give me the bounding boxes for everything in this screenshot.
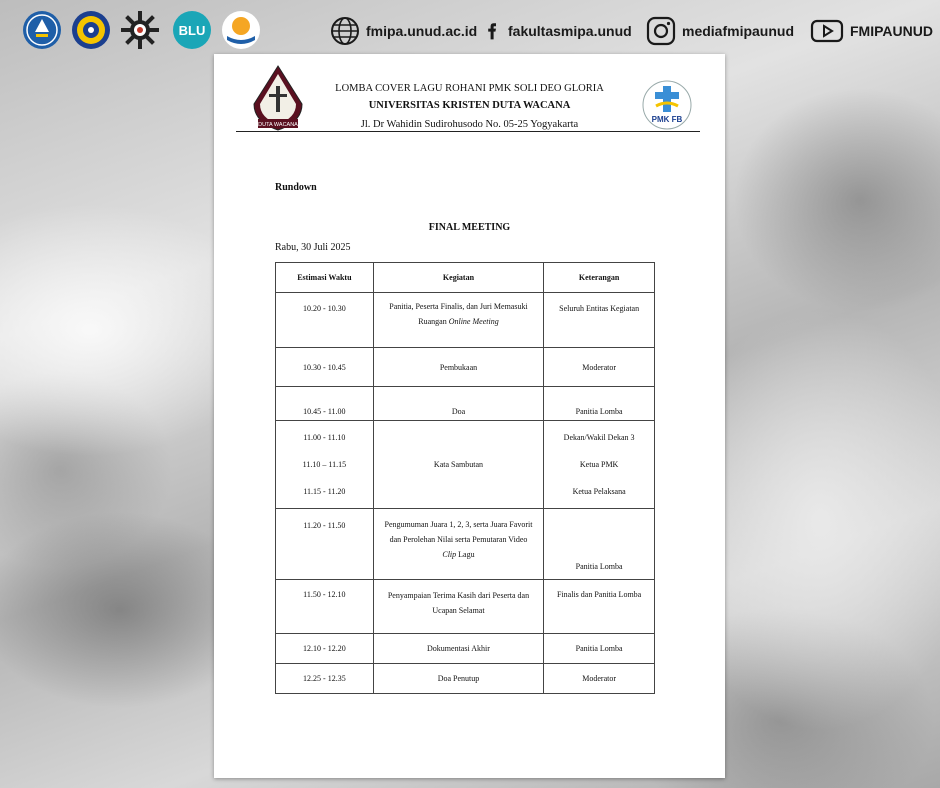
row-activity: Doa [373,387,544,421]
table-row [276,421,655,509]
letterhead-divider [236,131,700,132]
youtube-icon [810,16,844,46]
row-time: 10.20 - 10.30 [276,293,374,348]
row-note: Panitia Lomba [544,509,655,580]
facebook-link[interactable] [484,16,632,46]
row-activity [373,580,544,634]
youtube-text: FMIPAUNUD [850,23,933,39]
row-note: Ketua Pelaksana [572,487,626,496]
row-activity: Kata Sambutan [373,421,544,509]
row-note: Moderator [544,348,655,387]
duta-wacana-logo-caption: DUTA WACANA [258,122,298,128]
website-link[interactable] [330,16,477,46]
row-note-group [544,421,655,509]
table-row [276,293,655,348]
row-note: Finalis dan Panitia Lomba [544,580,655,634]
row-time: 11.50 - 12.10 [276,580,374,634]
table-row [276,348,655,387]
row-activity: Doa Penutup [373,664,544,694]
row-activity-text: Lagu [458,550,475,559]
rundown-table [275,262,655,694]
pmk-fb-logo-caption: PMK FB [651,115,683,124]
row-activity-italic: Online Meeting [448,317,499,326]
row-time: 12.25 - 12.35 [276,664,374,694]
website-text: fmipa.unud.ac.id [366,23,478,39]
row-activity-italic: Clip [442,550,457,559]
row-note: Panitia Lomba [544,634,655,664]
table-row [276,509,655,580]
event-date: Rabu, 30 Juli 2025 [275,242,351,253]
letterhead-line-2: UNIVERSITAS KRISTEN DUTA WACANA [368,100,571,111]
globe-icon [330,16,360,46]
youtube-link[interactable] [810,16,933,46]
row-note: Panitia Lomba [544,387,655,421]
letterhead-line-1: LOMBA COVER LAGU ROHANI PMK SOLI DEO GLORIA [335,83,604,94]
svg-text:BLU: BLU [178,23,206,38]
blu-logo [172,10,212,50]
table-row [276,387,655,421]
facebook-icon [484,16,502,46]
final-meeting-title: FINAL MEETING [428,222,511,233]
row-time: 10.45 - 11.00 [276,387,374,421]
header-time: Estimasi Waktu [276,263,374,293]
pmk-fb-logo [642,80,692,130]
rundown-heading: Rundown [275,182,317,193]
row-activity-text: Penyampaian Terima Kasih dari Peserta dan [387,591,530,600]
table-row [276,664,655,694]
facebook-text: fakultasmipa.unud [508,23,632,39]
row-time: 11.00 - 11.10 [303,433,346,442]
header-activity: Kegiatan [373,263,544,293]
unud-logo [71,10,111,50]
table-row [276,580,655,634]
document-page [214,54,725,778]
row-activity-text: Panitia, Peserta Finalis, dan Juri Memasuki [389,302,528,311]
row-note: Dekan/Wakil Dekan 3 [563,433,635,442]
row-note: Seluruh Entitas Kegiatan [544,293,655,348]
row-note: Moderator [544,664,655,694]
row-time: 11.10 – 11.15 [302,460,347,469]
fmipa-logo [120,10,160,50]
row-activity-text: Pengumuman Juara 1, 2, 3, serta Juara Favorit [384,520,533,529]
row-time: 11.20 - 11.50 [276,509,374,580]
row-activity-text: Ucapan Selamat [432,606,485,615]
row-activity [373,293,544,348]
row-note: Ketua PMK [579,460,619,469]
row-activity-text: Ruangan [418,317,447,326]
row-activity: Dokumentasi Akhir [373,634,544,664]
instagram-link[interactable] [646,16,794,46]
instagram-icon [646,16,676,46]
row-time: 10.30 - 10.45 [276,348,374,387]
row-activity [373,509,544,580]
row-time: 11.15 - 11.20 [303,487,346,496]
row-activity-text: dan Perolehan Nilai serta Pemutaran Video [389,535,528,544]
letterhead-line-3: Jl. Dr Wahidin Sudirohusodo No. 05-25 Yogyakarta [360,119,579,130]
instagram-text: mediafmipaunud [682,23,795,39]
table-header-row [276,263,655,293]
row-time: 12.10 - 12.20 [276,634,374,664]
dies-logo [221,10,261,50]
row-activity: Pembukaan [373,348,544,387]
header-note: Keterangan [544,263,655,293]
top-bar [0,0,940,60]
table-row [276,634,655,664]
row-time-group [276,421,374,509]
kemdikbud-logo [22,10,62,50]
